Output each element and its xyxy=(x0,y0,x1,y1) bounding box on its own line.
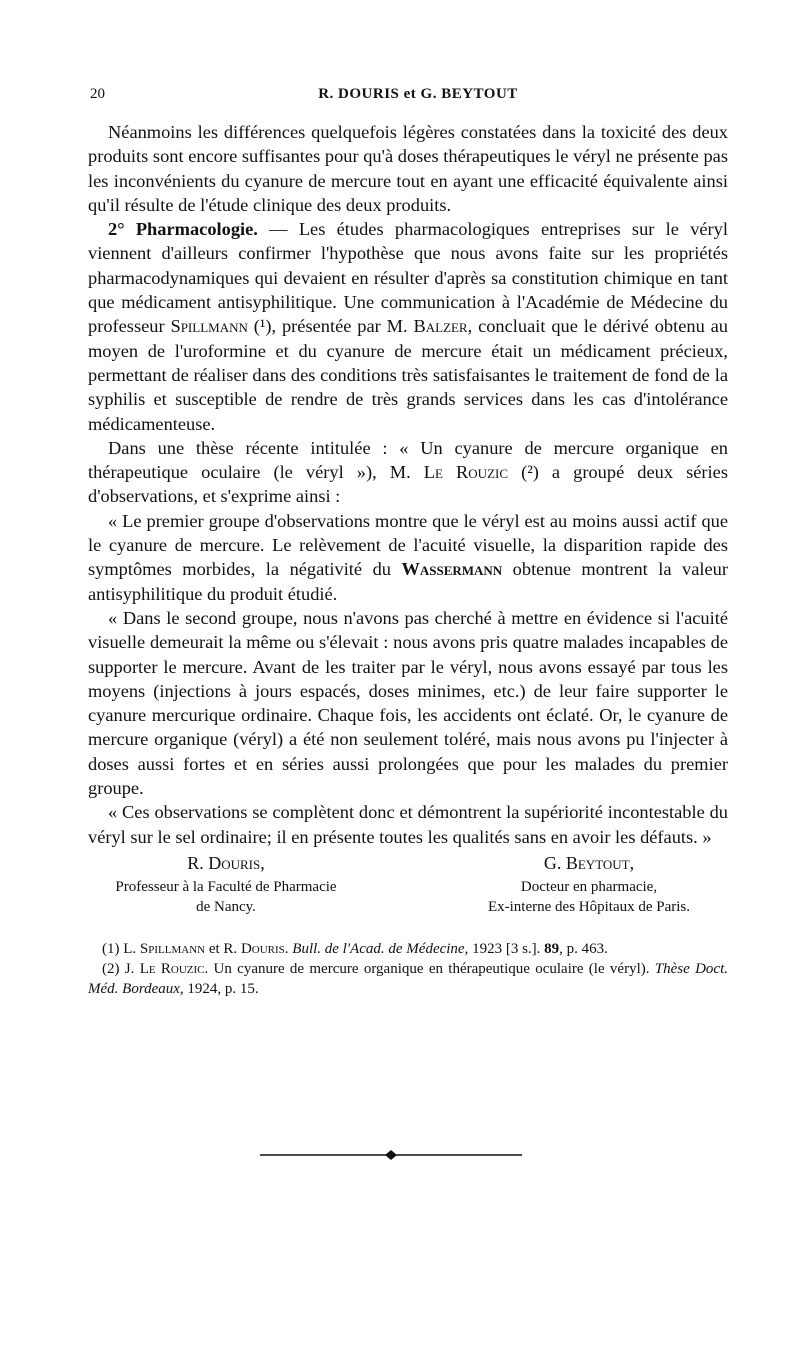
signature-left xyxy=(86,851,366,917)
section-heading: 2° Pharmacologie. xyxy=(108,219,258,240)
journal-title: Bull. de l'Acad. de Médecine xyxy=(292,940,465,957)
signature-block xyxy=(88,851,728,917)
footnote-1: (1) L. Spillmann et R. Douris. Bull. de l'Acad. de Médecine, 1923 [3 s.]. 89, p. 463. xyxy=(102,940,608,957)
quote-paragraph-3: « Ces observations se complètent donc et démontrent la supériorité incontestable du véryl sur le sel ordinaire; il en présente toutes les qualités sans en avoir les défauts. » xyxy=(88,802,728,847)
signature-name: R. Douris, xyxy=(187,852,265,873)
body-text xyxy=(88,120,728,849)
footnote-ref: (²) xyxy=(508,462,539,483)
author-name: Le Rouzic xyxy=(423,462,509,483)
thesis-title: Thèse Doct. Méd. Bordeaux xyxy=(88,960,728,997)
volume-number: 89 xyxy=(544,940,560,957)
test-name: Wassermann xyxy=(401,559,503,580)
paragraph-thesis: Dans une thèse récente intitulée : « Un cyanure de mercure organique en thérapeutique oculaire (le véryl »), M. Le Rouzic (²) a groupé deux séries d'observations, et s'exprime ainsi : xyxy=(88,437,728,507)
signature-title: Professeur à la Faculté de Pharmacie xyxy=(115,878,337,895)
footnote-ref: (¹) xyxy=(247,316,272,337)
footnote-2: (2) J. Le Rouzic. Un cyanure de mercure organique en thérapeutique oculaire (le véryl). Thèse Doct. Méd. Bordeaux, 1924, p. 15. xyxy=(88,960,728,997)
diamond-rule-icon xyxy=(260,1150,522,1160)
page-number: 20 xyxy=(90,86,105,102)
author-name: Spillmann xyxy=(170,316,248,337)
quote-paragraph-1: « Le premier groupe d'observations montre que le véryl est au moins aussi actif que le cyanure de mercure. Le relèvement de l'acuité visuelle, la disparition rapide des symptômes morbides, la négativité du Wassermann obtenue montrent la valeur antisyphilitique du produit étudié. xyxy=(88,510,728,604)
end-ornament xyxy=(260,1150,522,1160)
running-head: R. DOURIS et G. BEYTOUT xyxy=(318,86,518,102)
page xyxy=(88,86,728,999)
quote-paragraph-2: « Dans le second groupe, nous n'avons pas cherché à mettre en évidence si l'acuité visuelle demeurait la même ou s'élevait : nous avons pris quatre malades incapables de supporter le mercure. Avant de les traiter par le véryl, nous avons essayé par tous les moyens (injections à jours espacés, doses minimes, etc.) de leur faire supporter le cyanure mercurique ordinaire. Chaque fois, les accidents ont éclaté. Or, le cyanure de mercure organique (véryl) a été non seulement toléré, mais nous avons pu l'injecter à doses aussi fortes et en séries aussi prolongées que pour les malades du premier groupe. xyxy=(88,607,728,799)
signature-right xyxy=(444,851,734,917)
footnotes xyxy=(88,939,728,999)
paragraph-toxicity: Néanmoins les différences quelquefois légères constatées dans la toxicité des deux produits sont encore suffisantes pour qu'à doses thérapeutiques le véryl ne présente pas les inconvénients du cyanure de mercure tout en ayant une efficacité équivalente ainsi qu'il résulte de l'étude clinique des deux produits. xyxy=(88,122,728,215)
paragraph-pharmacology: 2° Pharmacologie. — Les études pharmacologiques entreprises sur le véryl viennent d'ailleurs confirmer l'hypothèse que nous avons faite sur les propriétés pharmacodynamiques qui devaient en résulter d'après sa constitution chimique en tant que médicament antisyphilitique. Une communication à l'Académie de Médecine du professeur Spillmann (¹), présentée par M. Balzer, concluait que le dérivé obtenu au moyen de l'uroformine et du cyanure de mercure était un médicament précieux, permettant de réaliser dans des conditions très satisfaisantes le traitement de fond de la syphilis et susceptible de rendre de très grands services dans les cas d'intolérance médicamenteuse. xyxy=(88,219,728,434)
signature-title: Ex-interne des Hôpitaux de Paris. xyxy=(487,898,691,915)
signature-title: Docteur en pharmacie, xyxy=(520,878,658,895)
signature-title: de Nancy. xyxy=(196,898,256,915)
author-name: Balzer xyxy=(413,316,468,337)
signature-name: G. Beytout, xyxy=(543,852,635,873)
page-header xyxy=(88,86,728,116)
